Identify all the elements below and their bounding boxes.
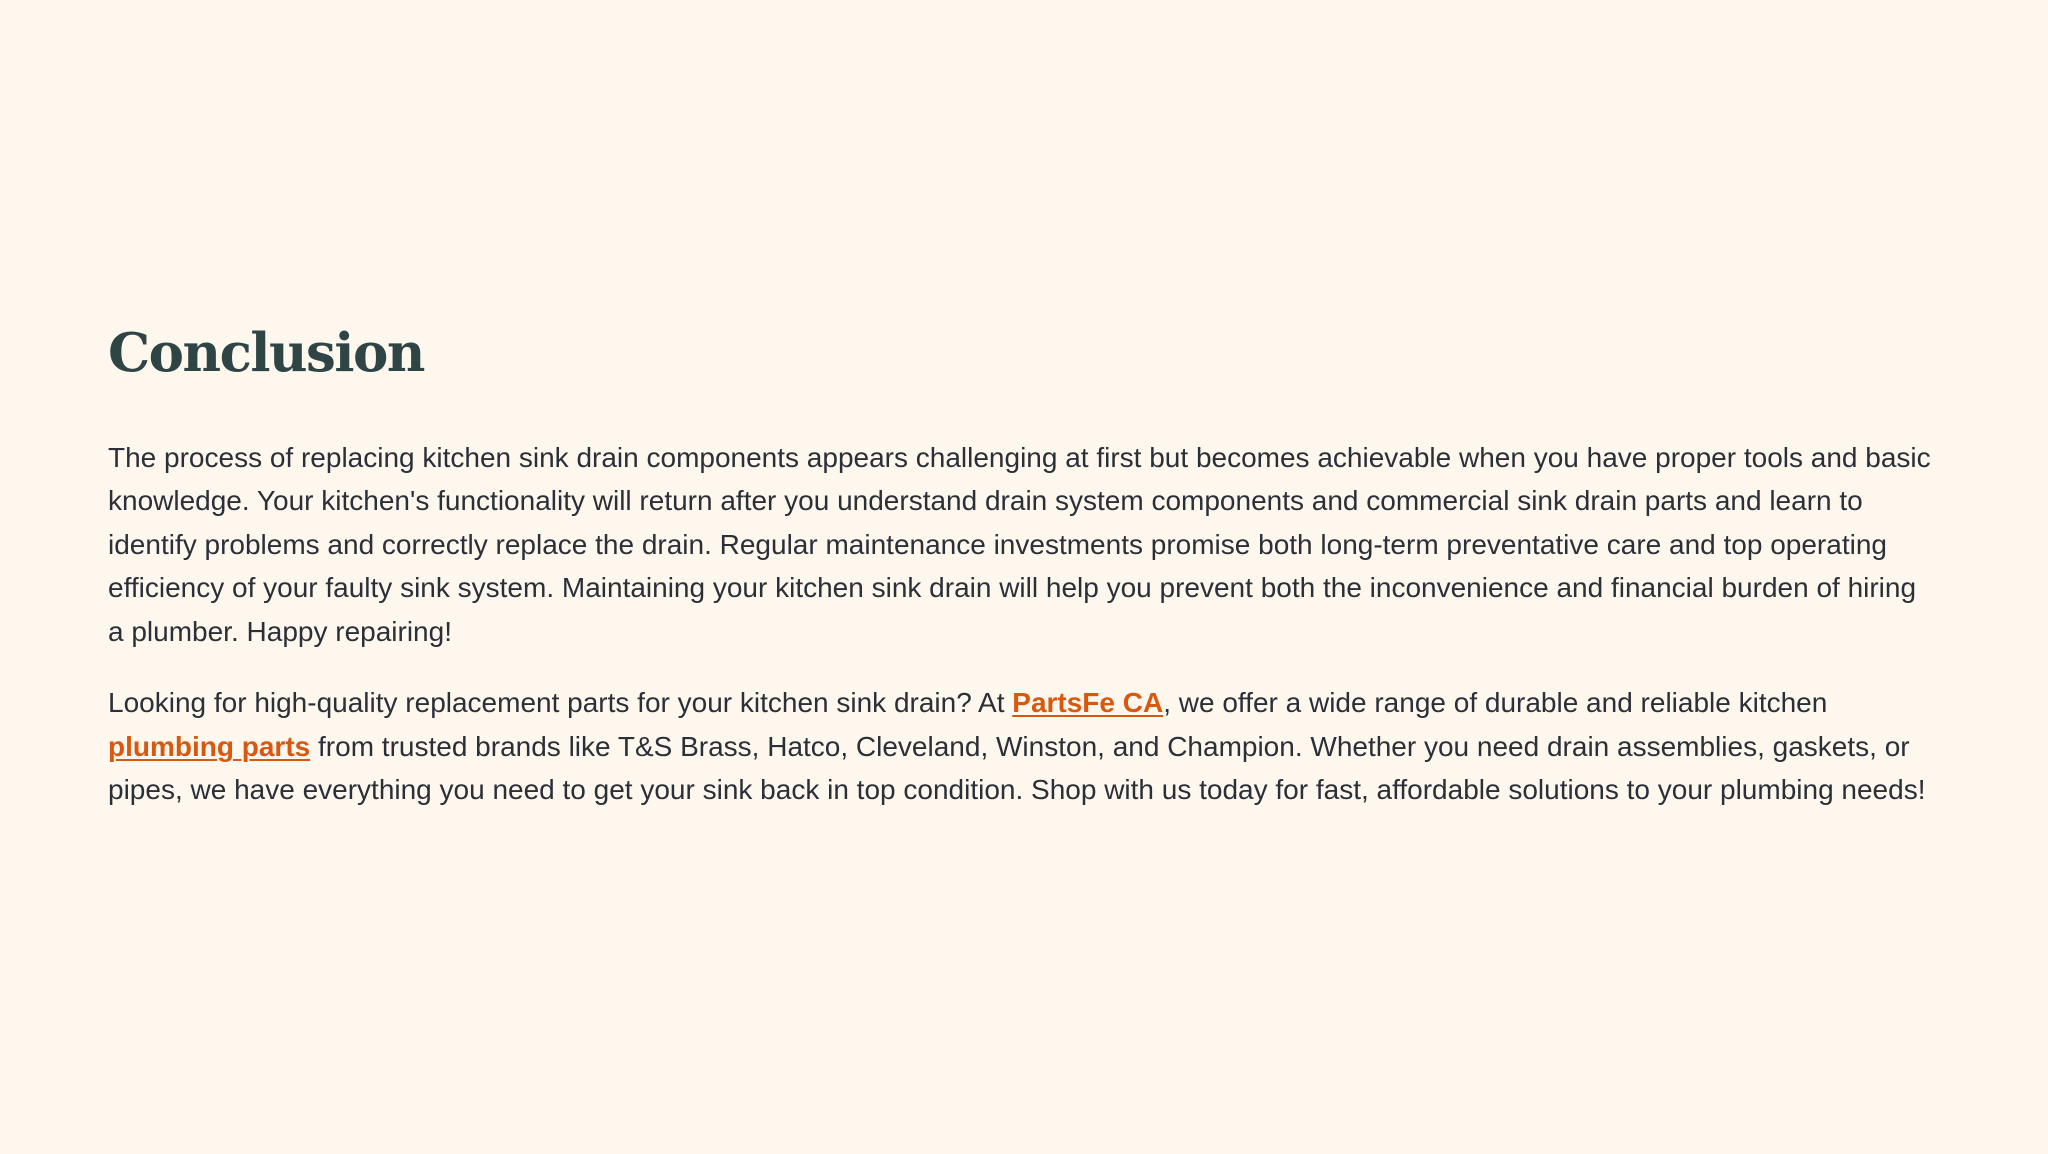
- conclusion-paragraph-1: The process of replacing kitchen sink drain components appears challenging at first but becomes achievable when you have proper tools and basic knowledge. Your kitchen's functionality will return after you understand drain system components and commercial sink drain parts and learn to identify problems and correctly replace the drain. Regular maintenance investments promise both long-term preventative care and top operating efficiency of your faulty sink system. Maintaining your kitchen sink drain will help you prevent both the inconvenience and financial burden of hiring a plumber. Happy repairing!: [108, 441, 1931, 647]
- paragraph-2-text-middle: , we offer a wide range of durable and reliable kitchen: [1163, 687, 1828, 719]
- paragraph-2-text-end: from trusted brands like T&S Brass, Hatco, Cleveland, Winston, and Champion. Whether you need drain assemblies, gaskets, or pipes, we have everything you need to get your sink back in top condition. Shop with us today for fast, affordable solutions to your plumbing needs!: [108, 730, 1926, 806]
- conclusion-paragraph-2: [108, 681, 1938, 812]
- plumbing-parts-link[interactable]: plumbing parts: [108, 730, 311, 762]
- conclusion-heading: Conclusion: [108, 322, 424, 384]
- conclusion-section: [108, 322, 1938, 840]
- paragraph-2-text-intro: Looking for high-quality replacement parts for your kitchen sink drain? At: [108, 687, 1013, 719]
- partsfe-ca-link[interactable]: PartsFe CA: [1012, 687, 1164, 719]
